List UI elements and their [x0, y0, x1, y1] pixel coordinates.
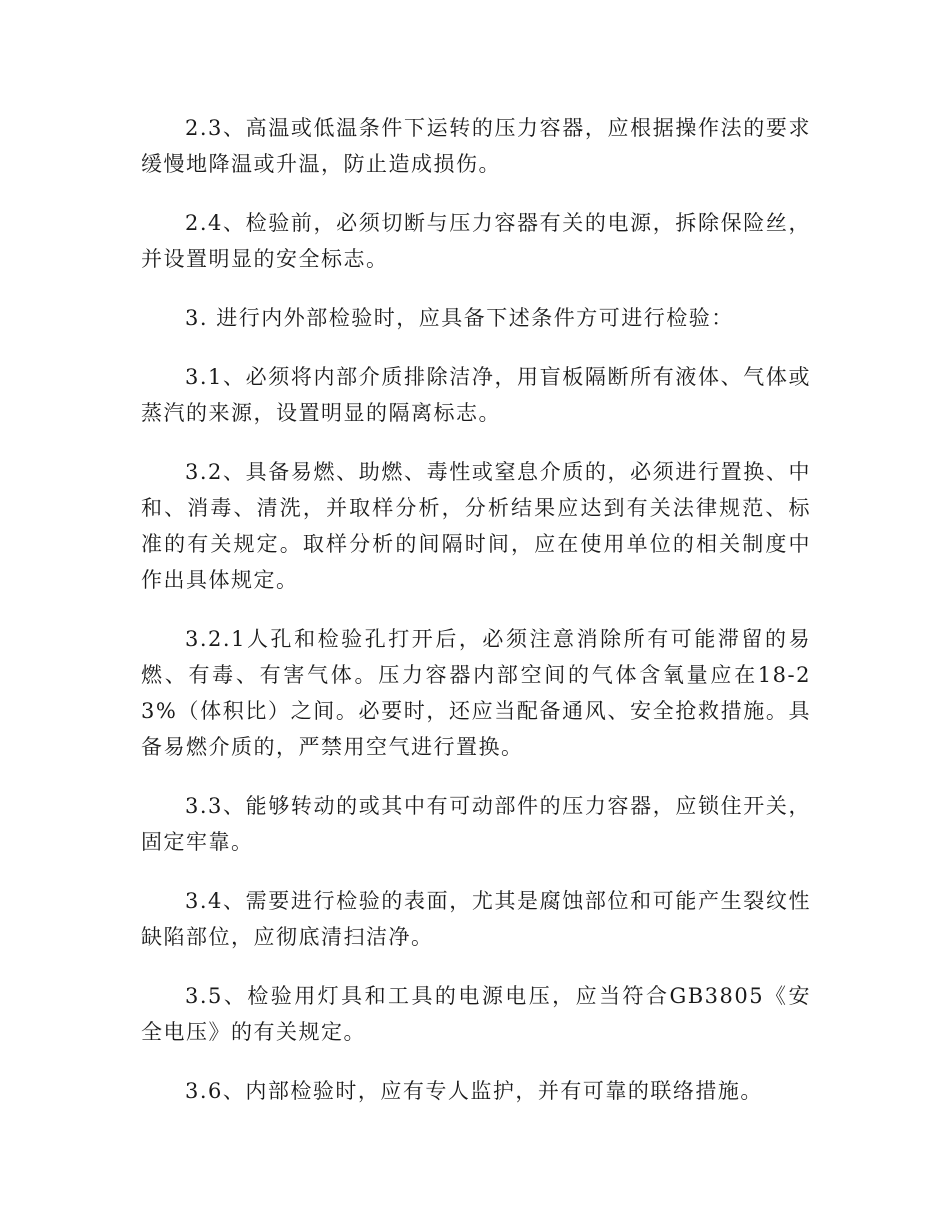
paragraph-3: 3. 进行内外部检验时，应具备下述条件方可进行检验： — [185, 306, 734, 330]
paragraph-3-1: 3.1、必须将内部介质排除洁净，用盲板隔断所有液体、气体或蒸汽的来源，设置明显的隔离标志。 — [141, 365, 811, 425]
paragraph-3-3: 3.3、能够转动的或其中有可动部件的压力容器，应锁住开关，固定牢靠。 — [141, 794, 811, 854]
document-body — [141, 110, 811, 1132]
paragraph-3-6: 3.6、内部检验时，应有专人监护，并有可靠的联络措施。 — [185, 1079, 763, 1103]
paragraph-3-2-1: 3.2.1人孔和检验孔打开后，必须注意消除所有可能滞留的易燃、有毒、有害气体。压力容器内部空间的气体含氧量应在18-23%（体积比）之间。必要时，还应当配备通风、安全抢救措施。具备易燃介质的，严禁用空气进行置换。 — [141, 627, 811, 759]
paragraph-3-4: 3.4、需要进行检验的表面，尤其是腐蚀部位和可能产生裂纹性缺陷部位，应彻底清扫洁净。 — [141, 889, 811, 949]
paragraph-3-5: 3.5、检验用灯具和工具的电源电压，应当符合GB3805《安全电压》的有关规定。 — [141, 984, 811, 1044]
paragraph-2-4: 2.4、检验前，必须切断与压力容器有关的电源，拆除保险丝，并设置明显的安全标志。 — [141, 211, 811, 271]
paragraph-3-2: 3.2、具备易燃、助燃、毒性或窒息介质的，必须进行置换、中和、消毒、清洗，并取样分析，分析结果应达到有关法律规范、标准的有关规定。取样分析的间隔时间，应在使用单位的相关制度中作出具体规定。 — [141, 460, 811, 592]
paragraph-2-3: 2.3、高温或低温条件下运转的压力容器，应根据操作法的要求缓慢地降温或升温，防止造成损伤。 — [141, 116, 811, 176]
